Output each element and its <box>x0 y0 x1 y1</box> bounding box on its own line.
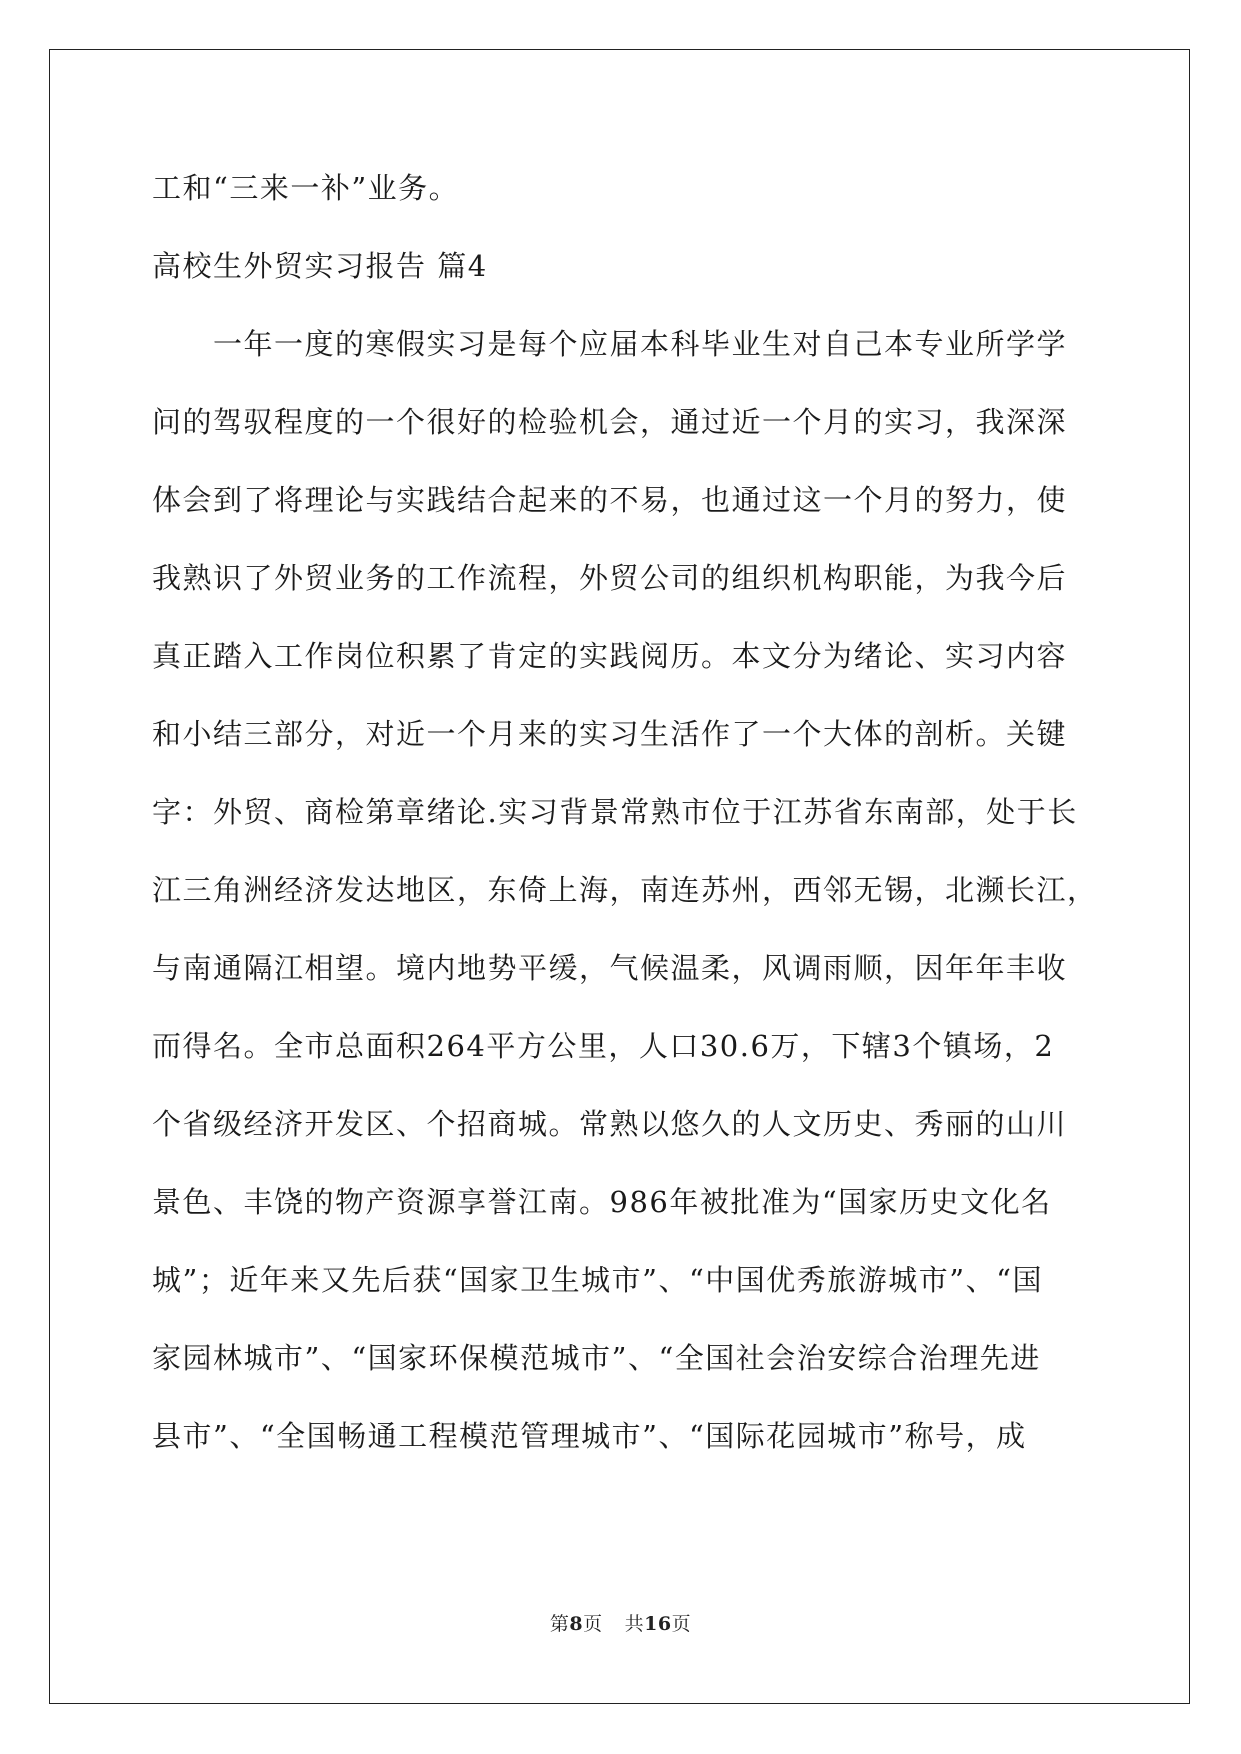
total-prefix: 共 <box>624 1613 645 1635</box>
text-line: 体会到了将理论与实践结合起来的不易，也通过这一个月的努力，使 <box>152 483 1068 517</box>
page-unit: 页 <box>583 1613 603 1635</box>
text-line: 和小结三部分，对近一个月来的实习生活作了一个大体的剖析。关键 <box>152 717 1068 751</box>
section-heading: 高校生外贸实习报告 篇4 <box>152 249 488 283</box>
text-line: 而得名。全市总面积264平方公里，人口30.6万，下辖3个镇场，2 <box>152 1029 1055 1063</box>
page-footer <box>0 1612 1241 1636</box>
total-unit: 页 <box>671 1613 692 1635</box>
text-line: 真正踏入工作岗位积累了肯定的实践阅历。本文分为绪论、实习内容 <box>152 639 1068 673</box>
text-line: 一年一度的寒假实习是每个应届本科毕业生对自己本专业所学学 <box>152 327 1068 361</box>
text-line: 江三角洲经济发达地区，东倚上海，南连苏州，西邻无锡，北濒长江， <box>152 873 1098 907</box>
text-line: 与南通隔江相望。境内地势平缓，气候温柔，风调雨顺，因年年丰收 <box>152 951 1068 985</box>
text-line: 县市”、“全国畅通工程模范管理城市”、“国际花园城市”称号，成 <box>152 1419 1027 1453</box>
page-number: 8 <box>569 1613 584 1635</box>
text-line: 景色、丰饶的物产资源享誉江南。986年被批准为“国家历史文化名 <box>152 1185 1052 1219</box>
text-line: 城”；近年来又先后获“国家卫生城市”、“中国优秀旅游城市”、“国 <box>152 1263 1043 1297</box>
text-line: 问的驾驭程度的一个很好的检验机会，通过近一个月的实习，我深深 <box>152 405 1068 439</box>
text-line: 个省级经济开发区、个招商城。常熟以悠久的人文历史、秀丽的山川 <box>152 1107 1068 1141</box>
text-line: 我熟识了外贸业务的工作流程，外贸公司的组织机构职能，为我今后 <box>152 561 1068 595</box>
text-line: 工和“三来一补”业务。 <box>152 171 460 205</box>
text-line: 家园林城市”、“国家环保模范城市”、“全国社会治安综合治理先进 <box>152 1341 1041 1375</box>
total-pages: 16 <box>644 1613 672 1635</box>
text-line: 字：外贸、商检第章绪论.实习背景常熟市位于江苏省东南部，处于长 <box>152 795 1078 829</box>
page-prefix: 第 <box>549 1613 570 1635</box>
